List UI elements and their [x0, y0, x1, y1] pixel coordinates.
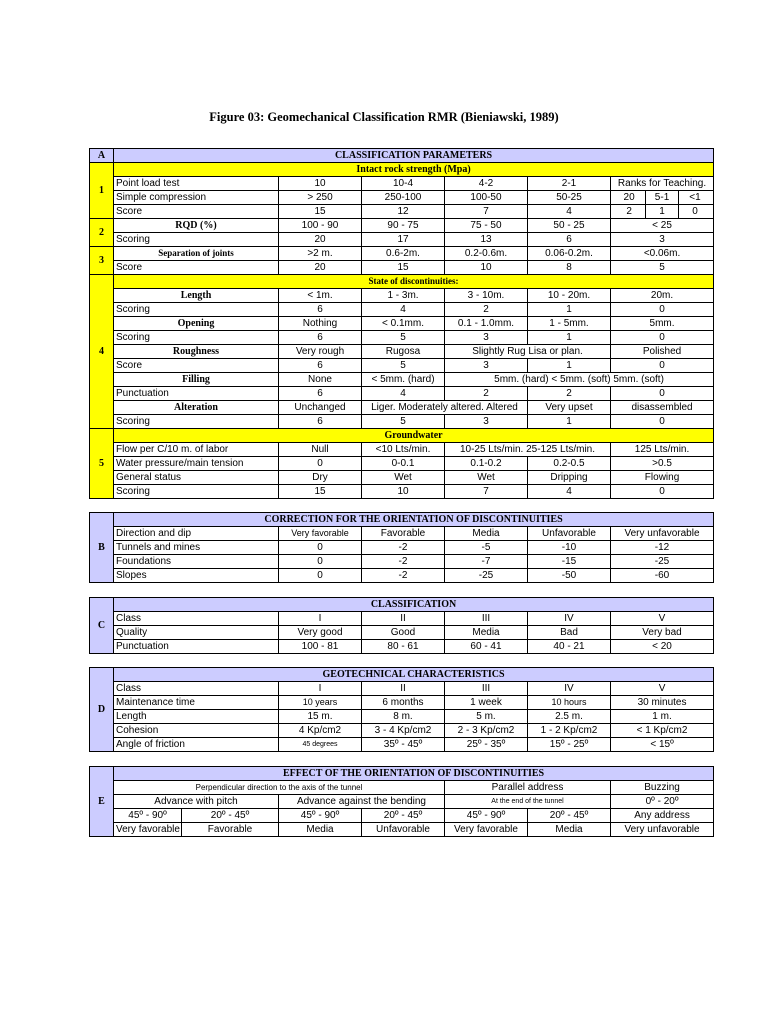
- cell: <0.06m.: [611, 247, 714, 261]
- cell: 13: [445, 233, 528, 247]
- cell: Dry: [279, 471, 362, 485]
- section-b-letter: B: [90, 513, 114, 583]
- row-label: Quality: [114, 626, 279, 640]
- cell: 5-1: [646, 191, 679, 204]
- cell: III: [445, 612, 528, 626]
- cell: 90 - 75: [362, 219, 445, 233]
- cell: -25: [445, 569, 528, 583]
- cell: 6: [279, 303, 362, 317]
- section-e-table: [89, 766, 713, 837]
- cell: 100-50: [445, 191, 528, 205]
- cell: 5: [362, 415, 445, 429]
- cell: 0.6-2m.: [362, 247, 445, 261]
- param-1-number: 1: [90, 163, 114, 219]
- cell: 10 hours: [528, 696, 611, 710]
- cell: Very rough: [279, 345, 362, 359]
- cell: 1 - 3m.: [362, 289, 445, 303]
- cell: IV: [528, 612, 611, 626]
- cell: Dripping: [528, 471, 611, 485]
- cell: 125 Lts/min.: [611, 443, 714, 457]
- perpendicular-header: Perpendicular direction to the axis of the tunnel: [114, 781, 445, 795]
- cell: 10-25 Lts/min. 25-125 Lts/min.: [445, 443, 611, 457]
- cell: 0.2-0.6m.: [445, 247, 528, 261]
- cell: Ranks for Teaching.: [611, 177, 714, 191]
- cell: 45º - 90º: [279, 809, 362, 823]
- cell: 250-100: [362, 191, 445, 205]
- cell: 20: [279, 233, 362, 247]
- row-label: Score: [114, 359, 279, 373]
- cell: 80 - 61: [362, 640, 445, 654]
- cell: 10: [445, 261, 528, 275]
- cell: 6: [279, 359, 362, 373]
- cell: < 15º: [611, 738, 714, 752]
- cell: < 1m.: [279, 289, 362, 303]
- cell: II: [362, 682, 445, 696]
- cell: Very favorable: [114, 823, 182, 837]
- param-5-number: 5: [90, 429, 114, 499]
- cell: 40 - 21: [528, 640, 611, 654]
- cell: >0.5: [611, 457, 714, 471]
- row-label: Scoring: [114, 233, 279, 247]
- cell: II: [362, 612, 445, 626]
- cell: Favorable: [362, 527, 445, 541]
- cell: >2 m.: [279, 247, 362, 261]
- cell: 15: [362, 261, 445, 275]
- cell: 20º - 45º: [362, 809, 445, 823]
- row-label: Roughness: [114, 345, 279, 359]
- row-label: Slopes: [114, 569, 279, 583]
- cell: 3 - 4 Kp/cm2: [362, 724, 445, 738]
- cell: 17: [362, 233, 445, 247]
- cell: 1: [528, 303, 611, 317]
- cell: 2: [445, 387, 528, 401]
- cell: 1 m.: [611, 710, 714, 724]
- cell: < 25: [611, 219, 714, 233]
- cell: 2 - 3 Kp/cm2: [445, 724, 528, 738]
- row-label: Point load test: [114, 177, 279, 191]
- cell: 0.2-0.5: [528, 457, 611, 471]
- row-label: Direction and dip: [114, 527, 279, 541]
- row-label: Punctuation: [114, 387, 279, 401]
- row-label: Water pressure/main tension: [114, 457, 279, 471]
- row-label: Scoring: [114, 415, 279, 429]
- section-a-table: [89, 148, 713, 499]
- cell: Very favorable: [445, 823, 528, 837]
- cell: Media: [528, 823, 611, 837]
- buzzing-range: 0º - 20º: [611, 795, 714, 809]
- cell: 6 months: [362, 696, 445, 710]
- cell: 0: [678, 205, 711, 218]
- cell: 8 m.: [362, 710, 445, 724]
- cell: Null: [279, 443, 362, 457]
- cell: 0: [611, 485, 714, 499]
- cell: 1 - 2 Kp/cm2: [528, 724, 611, 738]
- cell: 1: [528, 331, 611, 345]
- cell: 10 - 20m.: [528, 289, 611, 303]
- cell: IV: [528, 682, 611, 696]
- cell: < 20: [611, 640, 714, 654]
- cell: -10: [528, 541, 611, 555]
- cell: Favorable: [182, 823, 279, 837]
- cell: 15: [279, 205, 362, 219]
- cell: 5mm.: [611, 317, 714, 331]
- cell: Unchanged: [279, 401, 362, 415]
- cell: 2: [528, 387, 611, 401]
- row-label: Maintenance time: [114, 696, 279, 710]
- cell: 0.06-0.2m.: [528, 247, 611, 261]
- cell: 3: [445, 359, 528, 373]
- cell: Wet: [362, 471, 445, 485]
- row-label: Score: [114, 205, 279, 219]
- cell: 50 - 25: [528, 219, 611, 233]
- cell: 20: [279, 261, 362, 275]
- cell: 20º - 45º: [528, 809, 611, 823]
- cell: -25: [611, 555, 714, 569]
- cell: 4-2: [445, 177, 528, 191]
- param-2-number: 2: [90, 219, 114, 247]
- section-c-header: CLASSIFICATION: [114, 598, 714, 612]
- cell: -2: [362, 555, 445, 569]
- cell: 5: [362, 359, 445, 373]
- cell: 20: [623, 192, 635, 203]
- row-label: Angle of friction: [114, 738, 279, 752]
- cell: 2: [626, 206, 632, 217]
- row-label: Separation of joints: [114, 247, 279, 261]
- cell: 5mm. (hard) < 5mm. (soft) 5mm. (soft): [445, 373, 714, 387]
- cell: 2.5 m.: [528, 710, 611, 724]
- section-a-letter: A: [90, 149, 114, 163]
- section-c-table: [89, 597, 713, 654]
- cell: 5: [362, 331, 445, 345]
- cell: 0.1 - 1.0mm.: [445, 317, 528, 331]
- cell: <1: [678, 191, 711, 204]
- row-label: Cohesion: [114, 724, 279, 738]
- param-3-number: 3: [90, 247, 114, 275]
- cell: 15º - 25º: [528, 738, 611, 752]
- cell: 7: [445, 485, 528, 499]
- cell: Wet: [445, 471, 528, 485]
- cell: 12: [362, 205, 445, 219]
- section-d-letter: D: [90, 668, 114, 752]
- sub-cells: [611, 205, 714, 219]
- cell: 75 - 50: [445, 219, 528, 233]
- cell: Media: [445, 527, 528, 541]
- cell: I: [279, 612, 362, 626]
- cell: III: [445, 682, 528, 696]
- cell: 20m.: [611, 289, 714, 303]
- advance-with-pitch: Advance with pitch: [114, 795, 279, 809]
- row-label: Flow per C/10 m. of labor: [114, 443, 279, 457]
- cell: Any address: [611, 809, 714, 823]
- cell: 15 m.: [279, 710, 362, 724]
- section-b-table: [89, 512, 713, 583]
- cell: 60 - 41: [445, 640, 528, 654]
- cell: 0: [279, 569, 362, 583]
- row-label: Filling: [114, 373, 279, 387]
- cell: Very good: [279, 626, 362, 640]
- cell: 100 - 90: [279, 219, 362, 233]
- cell: Polished: [611, 345, 714, 359]
- row-label: Opening: [114, 317, 279, 331]
- cell: disassembled: [611, 401, 714, 415]
- cell: < 0.1mm.: [362, 317, 445, 331]
- cell: 1: [528, 359, 611, 373]
- cell: None: [279, 373, 362, 387]
- cell: -5: [445, 541, 528, 555]
- cell: 4: [362, 303, 445, 317]
- section-e-letter: E: [90, 767, 114, 837]
- cell: 3: [445, 331, 528, 345]
- cell: 0: [611, 415, 714, 429]
- cell: 30 minutes: [611, 696, 714, 710]
- cell: Unfavorable: [362, 823, 445, 837]
- cell: 5 m.: [445, 710, 528, 724]
- param-1-header: Intact rock strength (Mpa): [114, 163, 714, 177]
- cell: 0: [611, 387, 714, 401]
- row-label: Punctuation: [114, 640, 279, 654]
- cell: 0: [279, 457, 362, 471]
- cell: 2-1: [528, 177, 611, 191]
- figure-title: Figure 03: Geomechanical Classification RMR (Bieniawski, 1989): [209, 110, 559, 124]
- row-label: Tunnels and mines: [114, 541, 279, 555]
- cell: -12: [611, 541, 714, 555]
- cell: -15: [528, 555, 611, 569]
- section-c-letter: C: [90, 598, 114, 654]
- cell: 4: [528, 485, 611, 499]
- cell: Very favorable: [279, 527, 362, 541]
- cell: 3: [611, 233, 714, 247]
- cell: 45º - 90º: [114, 809, 182, 823]
- row-label: Scoring: [114, 303, 279, 317]
- cell: 2: [445, 303, 528, 317]
- cell: 0: [611, 303, 714, 317]
- cell: Very upset: [528, 401, 611, 415]
- cell: 0: [279, 555, 362, 569]
- section-a-header: CLASSIFICATION PARAMETERS: [114, 149, 714, 163]
- cell: 0-0.1: [362, 457, 445, 471]
- cell: Nothing: [279, 317, 362, 331]
- cell: 25º - 35º: [445, 738, 528, 752]
- cell: 100 - 81: [279, 640, 362, 654]
- cell: Slightly Rug Lisa or plan.: [445, 345, 611, 359]
- cell: Flowing: [611, 471, 714, 485]
- cell: 15: [279, 485, 362, 499]
- cell: 0: [279, 541, 362, 555]
- cell: > 250: [279, 191, 362, 205]
- row-label: RQD (%): [114, 219, 279, 233]
- section-d-table: [89, 667, 713, 752]
- row-label: Score: [114, 261, 279, 275]
- cell: 35º - 45º: [362, 738, 445, 752]
- cell: -60: [611, 569, 714, 583]
- section-e-header: EFFECT OF THE ORIENTATION OF DISCONTINUITIES: [114, 767, 714, 781]
- advance-against-bending: Advance against the bending: [279, 795, 445, 809]
- param-4-header: State of discontinuities:: [114, 275, 714, 289]
- row-label: Scoring: [114, 485, 279, 499]
- cell: Liger. Moderately altered. Altered: [362, 401, 528, 415]
- cell: 8: [528, 261, 611, 275]
- cell: 6: [279, 387, 362, 401]
- cell: -2: [362, 541, 445, 555]
- cell: Very unfavorable: [611, 823, 714, 837]
- cell: 1 - 5mm.: [528, 317, 611, 331]
- cell: 45 degrees: [279, 738, 362, 752]
- cell: Very unfavorable: [611, 527, 714, 541]
- cell: 6: [279, 331, 362, 345]
- cell: Media: [279, 823, 362, 837]
- cell: 50-25: [528, 191, 611, 205]
- section-b-header: CORRECTION FOR THE ORIENTATION OF DISCONTINUITIES: [114, 513, 714, 527]
- row-label: Alteration: [114, 401, 279, 415]
- cell: 5: [611, 261, 714, 275]
- cell: <10 Lts/min.: [362, 443, 445, 457]
- cell: < 5mm. (hard): [362, 373, 445, 387]
- cell: 4: [362, 387, 445, 401]
- cell: 10 years: [279, 696, 362, 710]
- row-label: Simple compression: [114, 191, 279, 205]
- buzzing-header: Buzzing: [611, 781, 714, 795]
- cell: 45º - 90º: [445, 809, 528, 823]
- cell: -2: [362, 569, 445, 583]
- cell: I: [279, 682, 362, 696]
- cell: 7: [445, 205, 528, 219]
- row-label: Scoring: [114, 331, 279, 345]
- cell: Good: [362, 626, 445, 640]
- cell: 10-4: [362, 177, 445, 191]
- cell: 1: [646, 205, 679, 218]
- cell: 4: [528, 205, 611, 219]
- cell: 1: [528, 415, 611, 429]
- cell: Very bad: [611, 626, 714, 640]
- cell: Media: [445, 626, 528, 640]
- row-label: Length: [114, 710, 279, 724]
- row-label: Class: [114, 612, 279, 626]
- row-label: Class: [114, 682, 279, 696]
- row-label: General status: [114, 471, 279, 485]
- cell: -50: [528, 569, 611, 583]
- cell: 0: [611, 331, 714, 345]
- sub-cells: [611, 191, 714, 205]
- cell: 0: [611, 359, 714, 373]
- cell: 4 Kp/cm2: [279, 724, 362, 738]
- cell: V: [611, 682, 714, 696]
- cell: 3: [445, 415, 528, 429]
- cell: -7: [445, 555, 528, 569]
- cell: Unfavorable: [528, 527, 611, 541]
- cell: 10: [362, 485, 445, 499]
- cell: 6: [528, 233, 611, 247]
- cell: 6: [279, 415, 362, 429]
- section-d-header: GEOTECHNICAL CHARACTERISTICS: [114, 668, 714, 682]
- cell: 1 week: [445, 696, 528, 710]
- param-5-header: Groundwater: [114, 429, 714, 443]
- row-label: Length: [114, 289, 279, 303]
- param-4-number: 4: [90, 275, 114, 429]
- cell: 0.1-0.2: [445, 457, 528, 471]
- cell: 3 - 10m.: [445, 289, 528, 303]
- cell: V: [611, 612, 714, 626]
- cell: 10: [279, 177, 362, 191]
- cell: Rugosa: [362, 345, 445, 359]
- parallel-header: Parallel address: [445, 781, 611, 795]
- cell: < 1 Kp/cm2: [611, 724, 714, 738]
- row-label: Foundations: [114, 555, 279, 569]
- cell: Bad: [528, 626, 611, 640]
- cell: 20º - 45º: [182, 809, 279, 823]
- end-of-tunnel: At the end of the tunnel: [445, 795, 611, 809]
